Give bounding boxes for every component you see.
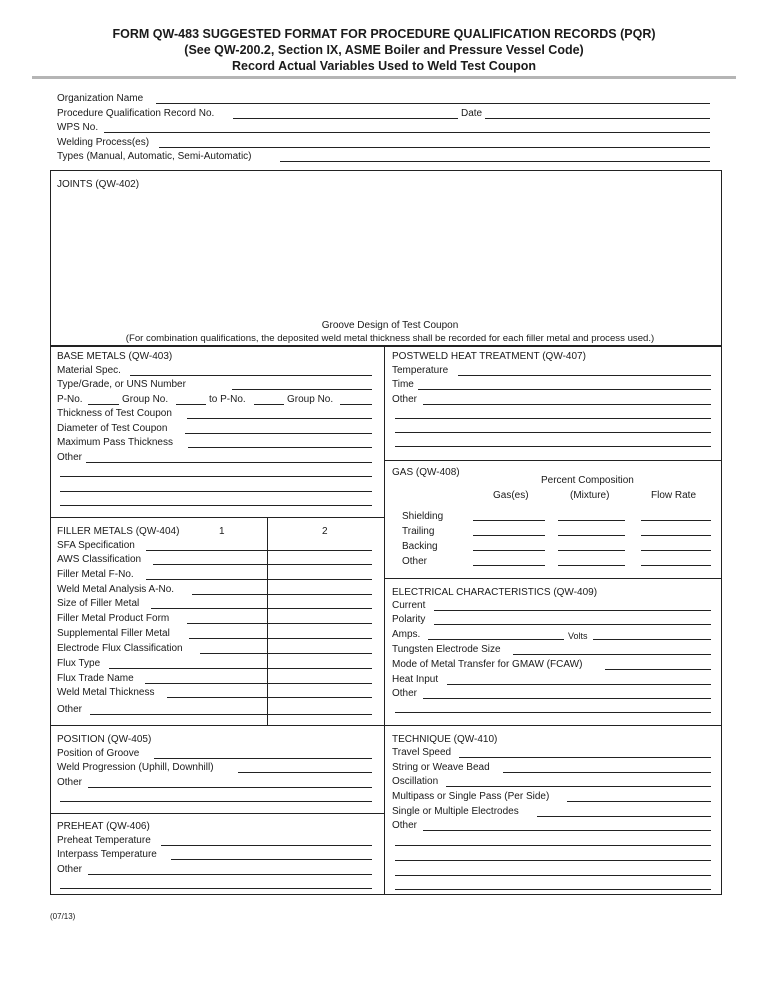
filler-row-field[interactable]: [153, 564, 372, 565]
gases-header: Gas(es): [493, 490, 529, 501]
multipass-label: Multipass or Single Pass (Per Side): [392, 791, 550, 802]
gas-top-divider: [384, 460, 722, 461]
multipass-field[interactable]: [567, 801, 711, 802]
electrical-top-divider: [384, 578, 722, 579]
pwht-time-field[interactable]: [418, 389, 711, 390]
electrodes-label: Single or Multiple Electrodes: [392, 806, 519, 817]
filler-title: FILLER METALS (QW-404): [57, 526, 180, 537]
filler-row-label: Flux Trade Name: [57, 673, 134, 684]
string-weave-label: String or Weave Bead: [392, 762, 490, 773]
max-pass-thickness-field[interactable]: [188, 447, 372, 448]
mixture-header: (Mixture): [570, 490, 610, 501]
pwht-other-line-2[interactable]: [395, 418, 711, 419]
filler-row-field[interactable]: [146, 550, 372, 551]
preheat-other-label: Other: [57, 864, 83, 875]
filler-row-field[interactable]: [200, 653, 372, 654]
gas-cell[interactable]: [558, 520, 625, 521]
weld-progression-field[interactable]: [238, 772, 372, 773]
preheat-other-field[interactable]: [88, 874, 372, 875]
group-no-2-label: Group No.: [287, 394, 334, 405]
preheat-top-divider: [50, 813, 384, 814]
electrodes-field[interactable]: [537, 816, 711, 817]
filler-row-field[interactable]: [187, 623, 372, 624]
gas-cell[interactable]: [558, 565, 625, 566]
preheat-temp-label: Preheat Temperature: [57, 835, 151, 846]
tungsten-size-label: Tungsten Electrode Size: [392, 644, 501, 655]
pwht-other-field[interactable]: [423, 404, 711, 405]
max-pass-thickness-label: Maximum Pass Thickness: [57, 437, 173, 448]
base-other-field[interactable]: [86, 462, 372, 463]
coupon-thickness-field[interactable]: [187, 418, 372, 419]
filler-row-label: Weld Metal Analysis A-No.: [57, 584, 175, 595]
pwht-other-line-4[interactable]: [395, 446, 711, 447]
gas-cell[interactable]: [558, 535, 625, 536]
technique-title: TECHNIQUE (QW-410): [392, 734, 498, 745]
oscillation-label: Oscillation: [392, 776, 439, 787]
form-reference: (See QW-200.2, Section IX, ASME Boiler and Pressure Vessel Code): [184, 43, 584, 57]
pqr-number-field[interactable]: [233, 118, 458, 119]
filler-column-1-header: 1: [219, 526, 225, 537]
p-no-field[interactable]: [88, 404, 119, 405]
p-no-label: P-No.: [57, 394, 83, 405]
welding-processes-field[interactable]: [159, 147, 710, 148]
filler-row-field[interactable]: [192, 594, 372, 595]
pqr-number-label: Procedure Qualification Record No.: [57, 108, 215, 119]
interpass-temp-field[interactable]: [171, 859, 372, 860]
electrical-other-label: Other: [392, 688, 418, 699]
technique-other-line-4[interactable]: [395, 875, 711, 876]
gas-cell[interactable]: [473, 520, 545, 521]
metal-transfer-field[interactable]: [605, 669, 711, 670]
coupon-diameter-field[interactable]: [185, 433, 372, 434]
gas-cell[interactable]: [473, 565, 545, 566]
group-no-field[interactable]: [176, 404, 206, 405]
technique-other-line-3[interactable]: [395, 860, 711, 861]
form-subtitle: Record Actual Variables Used to Weld Test Coupon: [232, 59, 536, 73]
preheat-other-line-2[interactable]: [60, 888, 372, 889]
technique-other-line-5[interactable]: [395, 889, 711, 890]
filler-top-divider: [50, 517, 384, 518]
filler-row-label: SFA Specification: [57, 540, 135, 551]
type-grade-label: Type/Grade, or UNS Number: [57, 379, 186, 390]
filler-row-field[interactable]: [151, 608, 372, 609]
organization-name-field[interactable]: [156, 103, 710, 104]
flow-rate-header: Flow Rate: [651, 490, 697, 501]
gas-cell[interactable]: [641, 535, 711, 536]
filler-row-label: Electrode Flux Classification: [57, 643, 183, 654]
gas-cell[interactable]: [641, 520, 711, 521]
electrical-other-field[interactable]: [423, 698, 711, 699]
filler-row-field[interactable]: [90, 714, 372, 715]
position-other-line-2[interactable]: [60, 801, 372, 802]
gas-row-label: Other: [402, 556, 428, 567]
filler-row-label: Other: [57, 704, 83, 715]
gas-cell[interactable]: [473, 550, 545, 551]
electrical-title: ELECTRICAL CHARACTERISTICS (QW-409): [392, 587, 598, 598]
pwht-time-label: Time: [392, 379, 414, 390]
filler-row-label: AWS Classification: [57, 554, 142, 565]
center-divider: [384, 346, 385, 895]
wps-number-field[interactable]: [104, 132, 710, 133]
filler-row-label: Weld Metal Thickness: [57, 687, 155, 698]
gas-cell[interactable]: [641, 565, 711, 566]
gas-row-label: Shielding: [402, 511, 444, 522]
group-no-label: Group No.: [122, 394, 169, 405]
groove-position-label: Position of Groove: [57, 748, 140, 759]
volts-field[interactable]: [593, 639, 711, 640]
oscillation-field[interactable]: [446, 786, 711, 787]
base-other-line-4[interactable]: [60, 505, 372, 506]
technique-other-field[interactable]: [423, 830, 711, 831]
filler-row-label: Filler Metal F-No.: [57, 569, 134, 580]
combination-note: (For combination qualifications, the deposited weld metal thickness shall be recorded for each filler metal and process used.): [125, 333, 655, 344]
gas-title: GAS (QW-408): [392, 467, 460, 478]
preheat-title: PREHEAT (QW-406): [57, 821, 150, 832]
filler-row-label: Size of Filler Metal: [57, 598, 140, 609]
filler-column-2-header: 2: [322, 526, 328, 537]
coupon-thickness-label: Thickness of Test Coupon: [57, 408, 172, 419]
groove-position-field[interactable]: [154, 758, 372, 759]
groove-design-caption: Groove Design of Test Coupon: [321, 320, 459, 331]
date-label: Date: [461, 108, 483, 119]
revision-date: (07/13): [50, 912, 76, 921]
organization-name-label: Organization Name: [57, 93, 144, 104]
type-grade-field[interactable]: [232, 389, 372, 390]
form-title: FORM QW-483 SUGGESTED FORMAT FOR PROCEDURE QUALIFICATION RECORDS (PQR): [112, 27, 656, 41]
travel-speed-label: Travel Speed: [392, 747, 452, 758]
welding-types-label: Types (Manual, Automatic, Semi-Automatic): [57, 151, 252, 162]
current-field[interactable]: [434, 610, 711, 611]
date-field[interactable]: [485, 118, 710, 119]
filler-row-label: Flux Type: [57, 658, 101, 669]
filler-row-field[interactable]: [146, 579, 372, 580]
weld-progression-label: Weld Progression (Uphill, Downhill): [57, 762, 214, 773]
technique-other-line-2[interactable]: [395, 845, 711, 846]
to-p-no-label: to P-No.: [209, 394, 246, 405]
filler-row-field[interactable]: [109, 668, 372, 669]
welding-processes-label: Welding Process(es): [57, 137, 150, 148]
current-label: Current: [392, 600, 426, 611]
header-divider: [32, 76, 736, 79]
filler-row-field[interactable]: [189, 638, 372, 639]
polarity-field[interactable]: [434, 624, 711, 625]
joints-title: JOINTS (QW-402): [57, 179, 140, 190]
base-other-line-2[interactable]: [60, 476, 372, 477]
gas-row-label: Trailing: [402, 526, 435, 537]
filler-column-divider: [267, 517, 268, 725]
section-divider: [50, 725, 722, 726]
heat-input-field[interactable]: [447, 684, 711, 685]
filler-row-field[interactable]: [145, 683, 372, 684]
tungsten-size-field[interactable]: [513, 654, 711, 655]
material-spec-label: Material Spec.: [57, 365, 121, 376]
amps-label: Amps.: [392, 629, 421, 640]
to-p-no-field[interactable]: [254, 404, 284, 405]
interpass-temp-label: Interpass Temperature: [57, 849, 157, 860]
welding-types-field[interactable]: [280, 161, 710, 162]
gas-cell[interactable]: [641, 550, 711, 551]
technique-other-label: Other: [392, 820, 418, 831]
pwht-other-line-3[interactable]: [395, 432, 711, 433]
gas-cell[interactable]: [473, 535, 545, 536]
position-other-field[interactable]: [88, 787, 372, 788]
filler-row-label: Supplemental Filler Metal: [57, 628, 170, 639]
volts-label: Volts: [568, 631, 588, 641]
pwht-title: POSTWELD HEAT TREATMENT (QW-407): [392, 351, 586, 362]
preheat-temp-field[interactable]: [161, 845, 372, 846]
metal-transfer-label: Mode of Metal Transfer for GMAW (FCAW): [392, 659, 583, 670]
heat-input-label: Heat Input: [392, 674, 439, 685]
gas-row-label: Backing: [402, 541, 438, 552]
pwht-temperature-label: Temperature: [392, 365, 449, 376]
group-no-2-field[interactable]: [340, 404, 372, 405]
base-metals-title: BASE METALS (QW-403): [57, 351, 173, 362]
position-other-label: Other: [57, 777, 83, 788]
filler-row-label: Filler Metal Product Form: [57, 613, 170, 624]
coupon-diameter-label: Diameter of Test Coupon: [57, 423, 168, 434]
base-other-line-3[interactable]: [60, 491, 372, 492]
filler-row-field[interactable]: [167, 697, 372, 698]
material-spec-field[interactable]: [130, 375, 372, 376]
base-other-label: Other: [57, 452, 83, 463]
travel-speed-field[interactable]: [459, 757, 711, 758]
wps-number-label: WPS No.: [57, 122, 99, 133]
pwht-other-label: Other: [392, 394, 418, 405]
electrical-other-line-2[interactable]: [395, 712, 711, 713]
pwht-temperature-field[interactable]: [458, 375, 711, 376]
gas-cell[interactable]: [558, 550, 625, 551]
position-title: POSITION (QW-405): [57, 734, 152, 745]
amps-field[interactable]: [428, 639, 564, 640]
percent-composition-header: Percent Composition: [541, 475, 634, 486]
string-weave-field[interactable]: [503, 772, 711, 773]
polarity-label: Polarity: [392, 614, 426, 625]
